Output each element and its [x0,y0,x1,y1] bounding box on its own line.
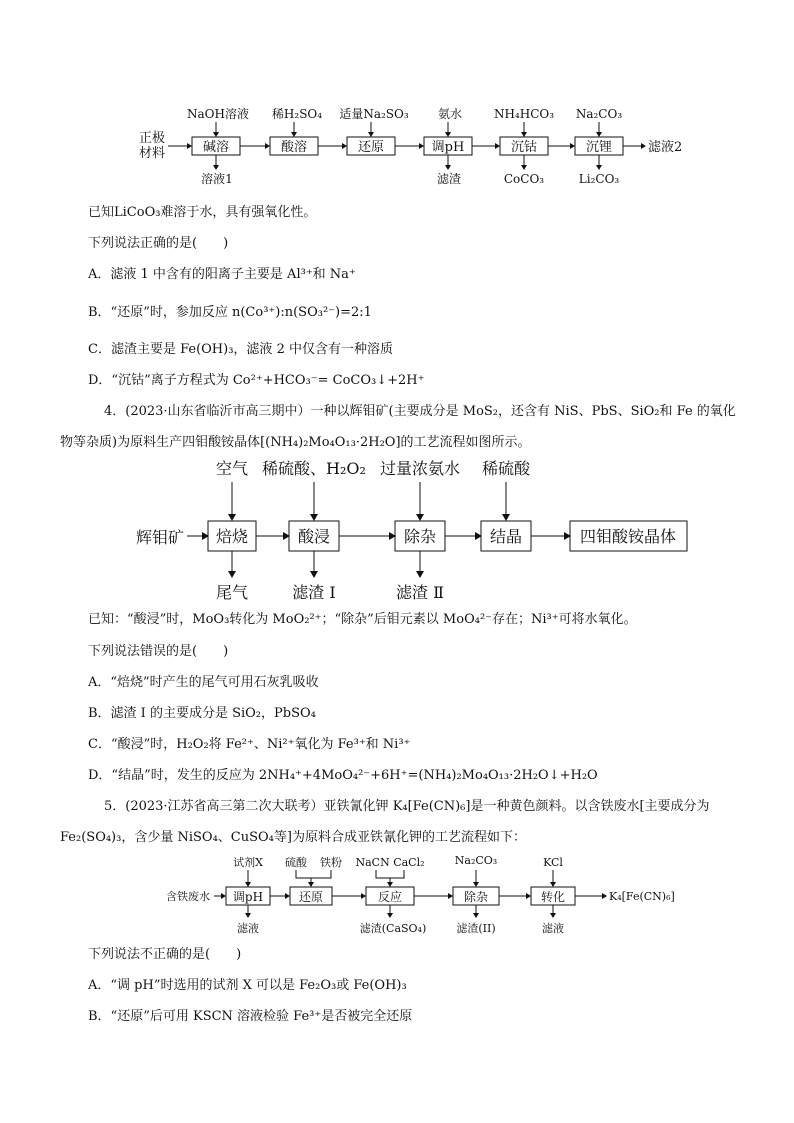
q5-output-filtrate2: 滤液 [542,922,564,935]
q5-reagent-kcl: KCl [543,856,563,869]
q3-option-a[interactable]: A．滤液 1 中含有的阳离子主要是 Al³⁺和 Na⁺ [88,267,356,282]
q4-output-residue1: 滤渣 Ⅰ [292,583,336,602]
q5-output-caso4: 滤渣(CaSO₄) [359,922,427,935]
q5-step-react: 反应 [377,890,403,904]
q5-output-residue2: 滤渣(II) [456,922,496,935]
reagent-na2so3: 适量Na₂SO₃ [339,107,409,121]
q5-step-convert: 转化 [540,890,566,904]
q5-output-filtrate1: 滤液 [237,922,259,935]
q4-reagent-air: 空气 [215,459,249,478]
reagent-na2co3: Na₂CO₃ [575,107,623,121]
q5-step-purify: 除杂 [463,890,489,904]
q5-end: K₄[Fe(CN)₆] [609,890,675,903]
flow3-end: 滤液2 [648,140,683,155]
q5-prompt: 下列说法不正确的是( ) [88,947,242,962]
q3-known: 已知LiCoO₃难溶于水，具有强氧化性。 [88,205,317,220]
q4-reagent-ammonia: 过量浓氨水 [379,459,461,478]
step-co: 沉钴 [510,140,538,155]
q4-step-roast: 焙烧 [215,527,249,546]
q5-step-reduce: 还原 [298,890,324,904]
step-li: 沉锂 [585,140,613,155]
q4-known: 已知：“酸浸”时，MoO₃转化为 MoO₂²⁺；“除杂”后钼元素以 MoO₄²⁻存在；Ni³⁺可将水氧化。 [88,612,637,627]
reagent-naoh: NaOH溶液 [187,107,249,121]
q5-option-a[interactable]: A．“调 pH”时选用的试剂 X 可以是 Fe₂O₃或 Fe(OH)₃ [88,978,407,993]
reagent-ammonia: 氨水 [437,107,463,121]
q4-start: 辉钼矿 [135,528,185,547]
q4-stem-2: 物等杂质)为原料生产四钼酸铵晶体[(NH₄)₂Mo₄O₁₃·2H₂O]的工艺流程如图所示。 [60,435,531,450]
step-ph: 调pH [431,140,465,155]
q4-option-a[interactable]: A．“焙烧”时产生的尾气可用石灰乳吸收 [88,675,319,690]
q4-option-d[interactable]: D．“结晶”时，发生的反应为 2NH₄⁺+4MoO₄²⁻+6H⁺=(NH₄)₂Mo₄O₁₃·2H₂O↓+H₂O [88,768,598,783]
step-reduce: 还原 [357,140,385,155]
q4-option-b[interactable]: B．滤渣 I 的主要成分是 SiO₂，PbSO₄ [88,706,316,721]
q3-prompt: 下列说法正确的是( ) [88,236,229,251]
q4-reagent-h2so4: 稀硫酸 [481,459,531,478]
step-acid: 酸溶 [280,140,308,155]
q4-step-leach: 酸浸 [297,527,331,546]
q3-option-b[interactable]: B．“还原”时，参加反应 n(Co³⁺):n(SO₃²⁻)=2:1 [88,305,372,320]
q4-reagent-h2so4-h2o2: 稀硫酸、H₂O₂ [262,459,366,478]
output-li2co3: Li₂CO₃ [578,172,620,186]
q5-step-ph: 调pH [232,890,264,904]
q4-step-purify: 除杂 [403,527,437,546]
q5-reagent-na2co3: Na₂CO₃ [454,854,498,867]
q5-reagent-x: 试剂X [233,856,263,869]
flow3-start-2: 材料 [138,146,166,161]
flow3-start-1: 正极 [138,131,166,146]
q5-start: 含铁废水 [166,890,210,903]
q4-step-crystal: 结晶 [489,527,523,546]
q5-stem-2: Fe₂(SO₄)₃，含少量 NiSO₄、CuSO₄等]为原料合成亚铁氰化钾的工艺流程如下： [60,830,526,845]
output-residue: 滤渣 [436,172,462,186]
output-coco3: CoCO₃ [503,172,545,186]
q4-step-product: 四钼酸铵晶体 [579,527,677,546]
q4-prompt: 下列说法错误的是( ) [88,644,229,659]
output-solution1: 溶液1 [201,172,233,186]
q4-output-tailgas: 尾气 [215,583,249,602]
q5-reagent-nacn-cacl2: NaCN CaCl₂ [355,856,425,869]
q4-output-residue2: 滤渣 Ⅱ [396,583,444,602]
step-alkali: 碱溶 [202,140,230,155]
q5-option-b[interactable]: B．“还原”后可用 KSCN 溶液检验 Fe³⁺是否被完全还原 [88,1009,413,1024]
reagent-h2so4: 稀H₂SO₄ [271,107,323,121]
q5-reagent-fe: 铁粉 [320,856,342,869]
reagent-nh4hco3: NH₄HCO₃ [493,107,555,121]
q4-stem-1: 4．(2023·山东省临沂市高三期中）一种以辉钼矿(主要成分是 MoS₂，还含有 NiS、PbS、SiO₂和 Fe 的氧化 [104,404,736,419]
q5-reagent-h2so4: 硫酸 [285,856,307,869]
q3-option-d[interactable]: D．“沉钴”离子方程式为 Co²⁺+HCO₃⁻= CoCO₃↓+2H⁺ [88,373,425,388]
q5-stem-1: 5．(2023·江苏省高三第二次大联考）亚铁氰化钾 K₄[Fe(CN)₆]是一种黄色颜料。以含铁废水[主要成分为 [104,799,710,814]
q3-option-c[interactable]: C．滤渣主要是 Fe(OH)₃，滤液 2 中仅含有一种溶质 [88,342,393,357]
q4-option-c[interactable]: C．“酸浸”时，H₂O₂将 Fe²⁺、Ni²⁺氧化为 Fe³⁺和 Ni³⁺ [88,737,411,752]
